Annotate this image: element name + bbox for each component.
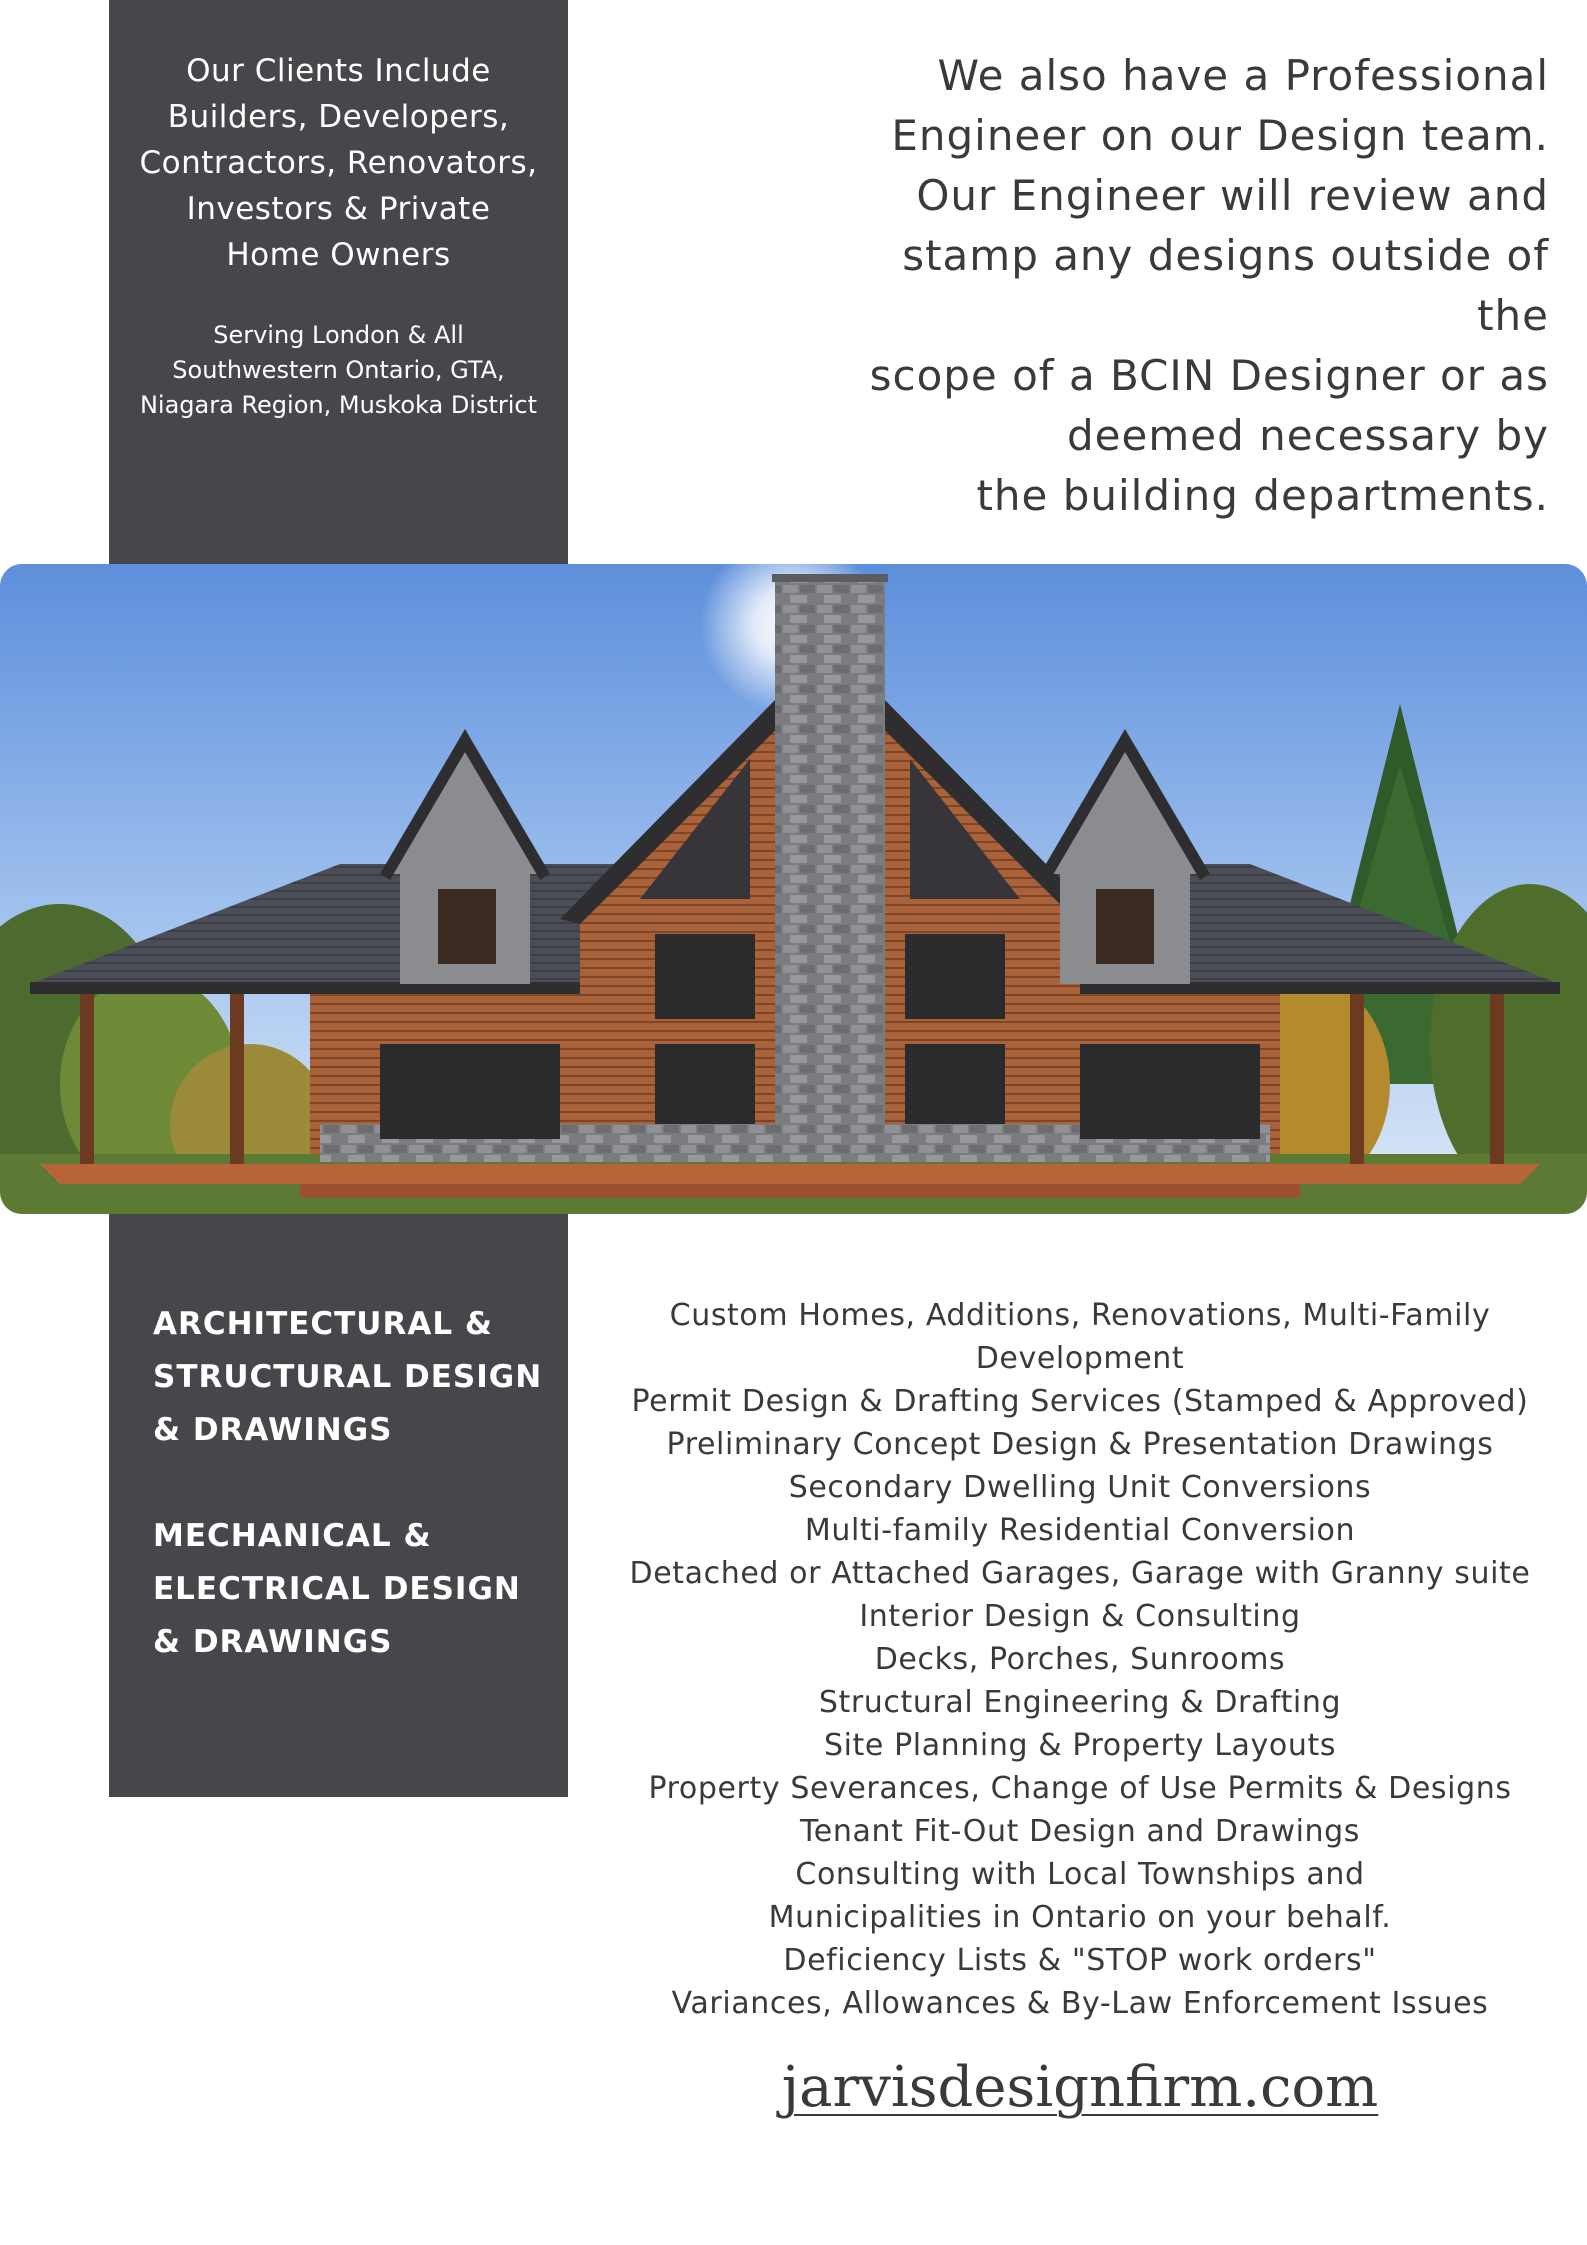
intro-line: Engineer on our Design team. (891, 111, 1549, 160)
intro-line: scope of a BCIN Designer or as (869, 351, 1549, 400)
service-area: Serving London & All Southwestern Ontario, GTA, Niagara Region, Muskoka District (139, 321, 538, 419)
service-item: Interior Design & Consulting (859, 1599, 1301, 1634)
intro-line: the building departments. (976, 471, 1549, 520)
service-item: Multi-family Residential Conversion (804, 1513, 1356, 1548)
service-item: Custom Homes, Additions, Renovations, Multi-Family Development (669, 1298, 1491, 1376)
service-item: Preliminary Concept Design & Presentation Drawings (666, 1427, 1494, 1462)
design-categories-panel (109, 1214, 568, 1797)
website-footer (600, 2055, 1560, 2120)
intro-line: deemed necessary by (1067, 411, 1549, 460)
service-item: Property Severances, Change of Use Permits & Designs (648, 1771, 1512, 1806)
intro-line: Our Engineer will review and (916, 171, 1549, 220)
engineer-intro (829, 46, 1549, 526)
house-illustration (0, 564, 1587, 1214)
service-item: Detached or Attached Garages, Garage with Granny suite (629, 1556, 1531, 1591)
clients-heading: Our Clients Include Builders, Developers, Contractors, Renovators, Investors & Private Home Owners (139, 53, 538, 273)
service-item: Decks, Porches, Sunrooms (874, 1642, 1286, 1677)
service-item: Tenant Fit-Out Design and Drawings (799, 1814, 1361, 1849)
service-item: Municipalities in Ontario on your behalf. (768, 1900, 1392, 1935)
service-item: Permit Design & Drafting Services (Stamped & Approved) (631, 1384, 1529, 1419)
architectural-heading: ARCHITECTURAL & STRUCTURAL DESIGN & DRAWINGS (153, 1306, 543, 1448)
service-item: Structural Engineering & Drafting (818, 1685, 1342, 1720)
service-item: Deficiency Lists & "STOP work orders" (783, 1943, 1377, 1978)
service-item: Variances, Allowances & By-Law Enforcement Issues (671, 1986, 1489, 2021)
clients-panel (109, 0, 568, 564)
service-item: Secondary Dwelling Unit Conversions (788, 1470, 1372, 1505)
services-list (600, 1294, 1560, 2025)
service-item: Consulting with Local Townships and (795, 1857, 1365, 1892)
intro-line: We also have a Professional (937, 51, 1549, 100)
intro-line: stamp any designs outside of the (902, 231, 1549, 340)
mechanical-heading: MECHANICAL & ELECTRICAL DESIGN & DRAWINGS (153, 1518, 521, 1660)
website-link[interactable]: jarvisdesignfirm.com (781, 2055, 1379, 2120)
service-item: Site Planning & Property Layouts (823, 1728, 1337, 1763)
house-rendering (0, 564, 1587, 1214)
